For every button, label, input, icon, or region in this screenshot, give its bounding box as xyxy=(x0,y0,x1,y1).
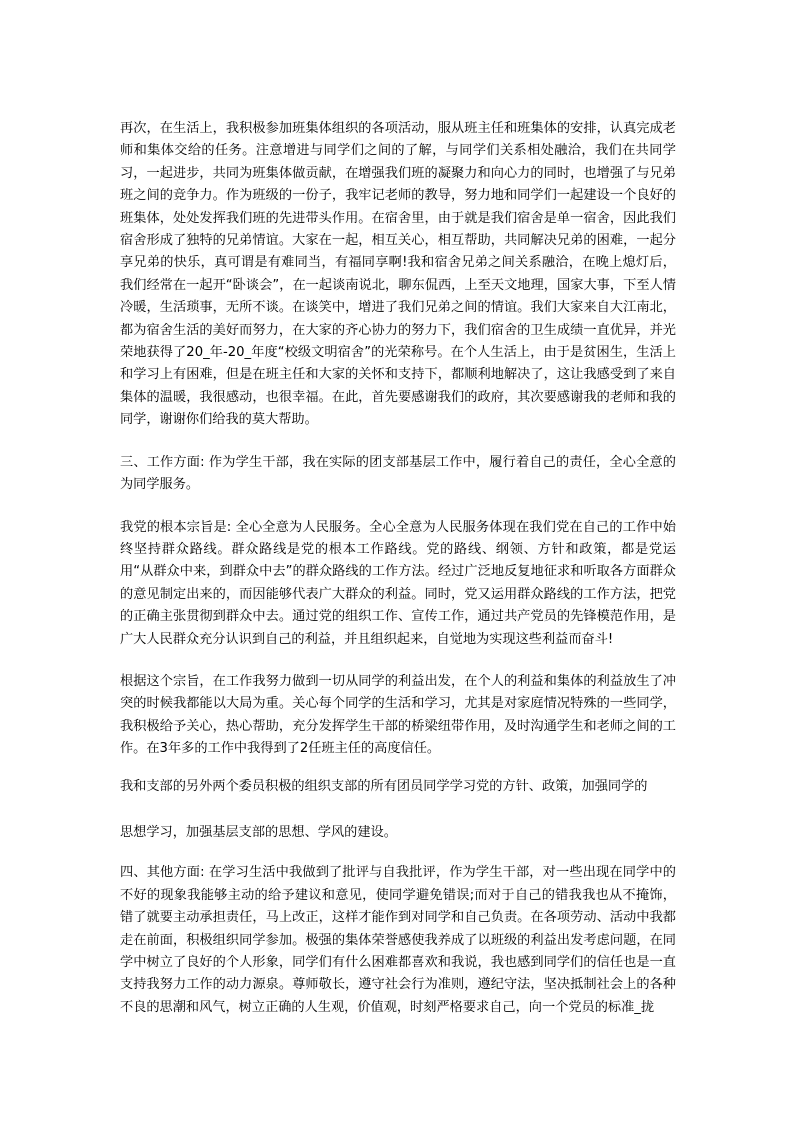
paragraph-party-purpose: 我党的根本宗旨是: 全心全意为人民服务。全心全意为人民服务体现在我们党在自己的工作中始终坚持群众路线。群众路线是党的根本工作路线。党的路线、纲领、方针和政策，都是党运用“从群众中来，到群众中去”的群众路线的工作方法。经过广泛地反复地征求和听取各方面群众的意见制定出来的，而因能够代表广大群众的利益。同时，党又运用群众路线的工作方法，把党的正确主张贯彻到群众中去。通过党的组织工作、宣传工作，通过共产党员的先锋模范作用，是广大人民群众充分认识到自己的利益，并且组织起来，自觉地为实现这些利益而奋斗! xyxy=(120,519,676,647)
paragraph-spacer xyxy=(120,651,676,671)
paragraph-work-practice: 根据这个宗旨，在工作我努力做到一切从同学的利益出发，在个人的利益和集体的利益放生了冲突的时候我都能以大局为重。关心每个同学的生活和学习，尤其是对家庭情况特殊的一些同学，我积极给予关心，热心帮助，充分发挥学生干部的桥梁纽带作用，及时沟通学生和老师之间的工作。在3年多的工作中我得到了2任班主任的高度信任。 xyxy=(120,673,676,757)
paragraph-life: 再次，在生活上，我积极参加班集体组织的各项活动，服从班主任和班集体的安排，认真完成老师和集体交给的任务。注意增进与同学们之间的了解，与同学们关系相处融洽，我们在共同学习，一起进步，共同为班集体做贡献，在增强我们班的凝聚力和向心力的同时，也增强了与兄弟班之间的竞争力。作为班级的一份子，我牢记老师的教导，努力地和同学们一起建设一个良好的班集体，处处发挥我们班的先进带头作用。在宿舍里，由于就是我们宿舍是单一宿舍，因此我们宿舍形成了独特的兄弟情谊。大家在一起，相互关心，相互帮助，共同解决兄弟的困难，一起分享兄弟的快乐，真可谓是有难同当，有福同享啊!我和宿舍兄弟之间关系融洽，在晚上熄灯后，我们经常在一起开“卧谈会”，在一起谈南说北，聊东侃西，上至天文地理，国家大事，下至人情冷暖，生活琐事，无所不谈。在谈笑中，增进了我们兄弟之间的情谊。我们大家来自大江南北，都为宿舍生活的美好而努力，在大家的齐心协力的努力下，我们宿舍的卫生成绩一直优异，并光荣地获得了20_年-20_年度“校级文明宿舍”的光荣称号。在个人生活上，由于是贫困生，生活上和学习上有困难，但是在班主任和大家的关怀和支持下，都顺利地解决了，这让我感受到了来自集体的温暖，我很感动，也很幸福。在此，首先要感谢我们的政府，其次要感谢我的老师和我的同学，谢谢你们给我的莫大帮助。 xyxy=(120,121,676,428)
paragraph-branch-study-cont: 思想学习，加强基层支部的思想、学风的建设。 xyxy=(120,824,397,840)
paragraph-spacer xyxy=(120,432,676,452)
paragraph-work-heading: 三、工作方面: 作为学生干部，我在实际的团支部基层工作中，履行着自己的责任，全心全意的为同学服务。 xyxy=(120,454,676,493)
paragraph-other-aspects: 四、其他方面: 在学习生活中我做到了批评与自我批评，作为学生干部，对一些出现在同学中的不好的现象我能够主动的给予建议和意见，使同学避免错误;而对于自己的错我我也从不掩饰，错了就要主动承担责任，马上改正，这样才能作到对同学和自己负责。在各项劳动、活动中我都走在前面，积极组织同学参加。极强的集体荣誉感使我养成了以班级的利益出发考虑问题，在同学中树立了良好的个人形象，同学们有什么困难都喜欢和我说，我也感到同学们的信任也是一直支持我努力工作的动力源泉。尊师敬长，遵守社会行为准则，遵纪守法，坚决抵制社会上的各种不良的思潮和风气，树立正确的人生观，价值观，时刻严格要求自己，向一个党员的标准_拢 xyxy=(120,865,676,1015)
paragraph-spacer xyxy=(120,798,676,822)
paragraph-spacer xyxy=(120,497,676,517)
paragraph-spacer xyxy=(120,761,676,776)
paragraph-branch-study: 我和支部的另外两个委员积极的组织支部的所有团员同学学习党的方针、政策，加强同学的 xyxy=(120,778,648,794)
document-page xyxy=(120,118,676,1019)
paragraph-spacer xyxy=(120,844,676,862)
